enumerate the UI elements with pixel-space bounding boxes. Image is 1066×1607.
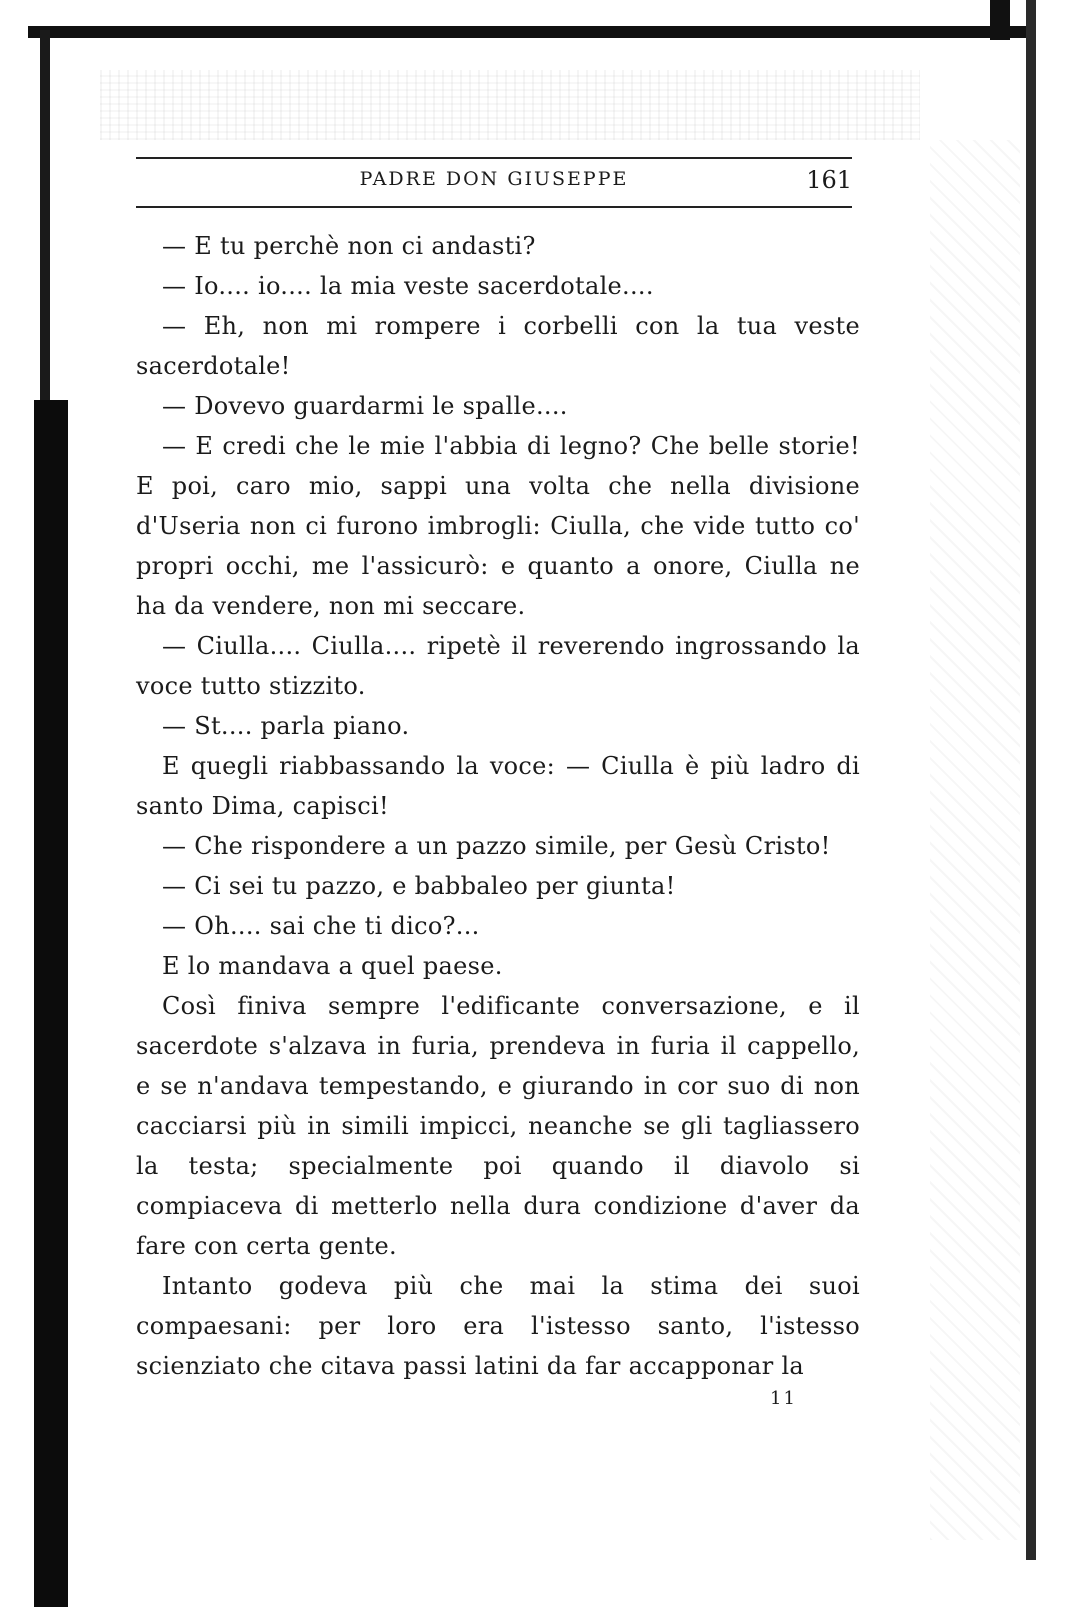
paragraph: — Oh.... sai che ti dico?... [162,912,480,940]
signature-mark: 11 [770,1388,797,1409]
page-number: 161 [806,166,852,194]
paper-speckle-top [100,70,920,140]
paragraph: — E credi che le mie l'abbia di legno? Che belle storie! E poi, caro mio, sappi una volta che nella divisione d'Useria non ci furono imbrogli: Ciulla, che vide tutto co' propri occhi, me l'assicurò: e quanto a onore, Ciulla ne ha da vendere, non mi seccare. [136,432,860,620]
page-header [136,168,852,198]
running-title: PADRE DON GIUSEPPE [359,168,629,190]
paragraph: — Ciulla.... Ciulla.... ripetè il reverendo ingrossando la voce tutto stizzito. [136,632,860,700]
paragraph: — E tu perchè non ci andasti? [162,232,536,260]
scan-top-edge [28,26,1028,38]
paragraph: — Dovevo guardarmi le spalle.... [162,392,568,420]
paragraph: — Eh, non mi rompere i corbelli con la tua veste sacerdotale! [136,312,860,380]
paragraph: — Io.... io.... la mia veste sacerdotale.... [162,272,654,300]
paragraph: — Che rispondere a un pazzo simile, per Gesù Cristo! [162,832,831,860]
paragraph: — Ci sei tu pazzo, e babbaleo per giunta! [162,872,676,900]
header-rule-top [136,157,852,159]
body-text [136,226,860,1386]
paragraph: E quegli riabbassando la voce: — Ciulla è più ladro di santo Dima, capisci! [136,752,860,820]
paragraph: Così finiva sempre l'edificante conversazione, e il sacerdote s'alzava in furia, prendeva in furia il cappello, e se n'andava tempestando, e giurando in cor suo di non cacciarsi più in simili impicci, neanche se gli tagliassero la testa; specialmente poi quando il diavolo si compiaceva di metterlo nella dura condizione d'aver da fare con certa gente. [136,992,860,1260]
paragraph: — St.... parla piano. [162,712,410,740]
scan-left-edge [34,400,68,1607]
scan-left-edge-upper [40,30,50,410]
scan-right-edge [1026,0,1036,1560]
paragraph: Intanto godeva più che mai la stima dei suoi compaesani: per loro era l'istesso santo, l'istesso scienziato che citava passi latini da far accapponar la [136,1272,860,1380]
paper-speckle-right [930,140,1020,1540]
header-rule-bottom [136,206,852,208]
paragraph: E lo mandava a quel paese. [162,952,503,980]
scan-top-corner [990,0,1010,40]
